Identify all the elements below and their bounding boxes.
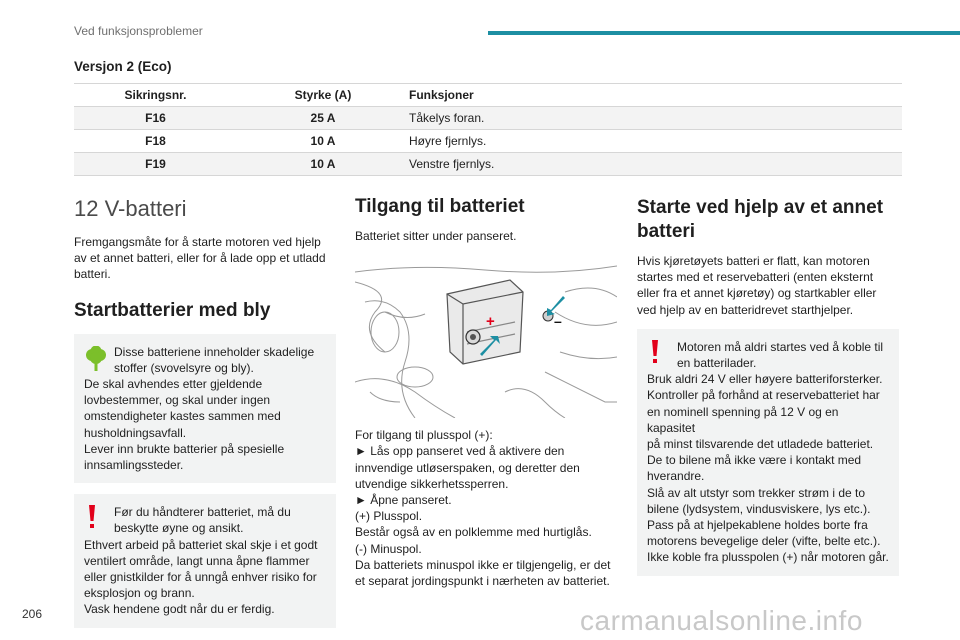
warning-line: eksplosjon og brann.: [84, 586, 195, 601]
warning-icon: [651, 339, 659, 369]
column-battery-access: [355, 196, 617, 589]
engine-bay-illustration: [355, 252, 617, 418]
col-header-rating: Styrke (A): [237, 84, 409, 107]
column-battery: [74, 196, 336, 628]
warning-line: hverandre.: [647, 469, 705, 484]
warning-line: Slå av alt utstyr som trekker strøm i de to: [647, 485, 866, 500]
section-title: Startbatterier med bly: [74, 299, 271, 321]
section-title: Tilgang til batteriet: [355, 196, 525, 217]
plus-symbol: +: [486, 313, 495, 331]
access-instructions: [355, 427, 617, 589]
section-title: Starte ved hjelp av et annet batteri: [637, 197, 884, 242]
engine-bay-drawing: [355, 252, 617, 418]
watermark: carmanualsonline.info: [580, 605, 863, 636]
instruction-line: Består også av en polklemme med hurtiglås.: [355, 525, 592, 540]
minus-symbol: –: [554, 313, 562, 330]
intro-text: Batteriet sitter under panseret.: [355, 229, 517, 243]
warning-line: Ethvert arbeid på batteriet skal skje i et godt: [84, 537, 318, 552]
tree-icon: [85, 346, 107, 376]
table-cell: F19: [74, 153, 237, 176]
eco-note-line: stoffer (svovelsyre og bly).: [114, 360, 254, 375]
warning-box: [637, 329, 899, 576]
col-header-fuse: Sikringsnr.: [74, 84, 237, 107]
instruction-line: ► Lås opp panseret ved å aktivere den: [355, 444, 565, 459]
eco-note-line: omstendigheter kastes sammen med: [84, 409, 281, 424]
instruction-line: For tilgang til plusspol (+):: [355, 428, 493, 443]
table-cell: F16: [74, 107, 237, 130]
instruction-line: (-) Minuspol.: [355, 541, 422, 556]
table-cell: Høyre fjernlys.: [409, 130, 902, 153]
page-number: 206: [22, 607, 43, 621]
eco-note-box: [74, 334, 336, 484]
instruction-line: innvendige utløserspaken, og deretter den: [355, 460, 580, 475]
version-title: Versjon 2 (Eco): [74, 59, 172, 74]
warning-line: motorens bevegelige deler (vifte, belte etc.).: [647, 534, 881, 549]
table-cell: 10 A: [237, 153, 409, 176]
table-cell: F18: [74, 130, 237, 153]
warning-line: en nominell spenning på 12 V og en kapasitet: [647, 404, 839, 435]
table-header-row: [74, 84, 902, 107]
warning-box: [74, 494, 336, 627]
table-row: [74, 153, 902, 176]
col-header-functions: Funksjoner: [409, 84, 902, 107]
warning-line: Bruk aldri 24 V eller høyere batteriforsterker.: [647, 372, 883, 387]
page-section-title: 12 V-batteri: [74, 196, 187, 221]
warning-line: eller gnistkilder for å unngå enhver risiko for: [84, 570, 317, 585]
intro-text: Hvis kjøretøyets batteri er flatt, kan motoren startes med et reservebatteri (enten eksternt eller fra et annet kjøretøy) og startkabler eller ved hjelp av en batteridrevet starthjelper.: [637, 254, 877, 317]
warning-line: ventilert område, langt unna åpne flammer: [84, 553, 310, 568]
instruction-line: utvendige sikkerhetssperren.: [355, 476, 509, 491]
warning-line: Ikke koble fra plusspolen (+) når motoren går.: [647, 550, 889, 565]
header-accent-bar: [488, 31, 960, 35]
eco-note-line: Disse batteriene inneholder skadelige: [114, 344, 315, 359]
instruction-line: ► Åpne panseret.: [355, 493, 452, 508]
warning-line: på minst tilsvarende det utladede batteriet.: [647, 437, 874, 452]
eco-note-line: Lever inn brukte batterier på spesielle: [84, 441, 285, 456]
warning-line: Vask hendene godt når du er ferdig.: [84, 602, 275, 617]
eco-note-line: De skal avhendes etter gjeldende: [84, 377, 263, 392]
warning-line: Kontroller på forhånd at reservebatteriet har: [647, 388, 880, 403]
eco-note-line: lovbestemmer, og skal under ingen: [84, 393, 271, 408]
warning-line: en batterilader.: [677, 356, 757, 371]
table-cell: 25 A: [237, 107, 409, 130]
warning-line: De to bilene må ikke være i kontakt med: [647, 453, 862, 468]
running-head: Ved funksjonsproblemer: [74, 24, 203, 38]
intro-text: Fremgangsmåte for å starte motoren ved hjelp av et annet batteri, eller for å lade opp et utladd batteri.: [74, 235, 326, 282]
table-cell: Tåkelys foran.: [409, 107, 902, 130]
instruction-line: et separat jordingspunkt i nærheten av batteriet.: [355, 574, 610, 589]
eco-note-line: husholdningsavfall.: [84, 425, 187, 440]
warning-line: Før du håndterer batteriet, må du: [114, 505, 291, 520]
warning-line: beskytte øyne og ansikt.: [114, 521, 244, 536]
eco-note-line: innsamlingssteder.: [84, 458, 184, 473]
warning-line: Pass på at hjelpekablene holdes borte fra: [647, 518, 868, 533]
table-cell: 10 A: [237, 130, 409, 153]
table-row: [74, 107, 902, 130]
fuse-table: [74, 83, 902, 176]
warning-icon: [88, 504, 96, 534]
warning-line: bilene (lydsystem, vindusviskere, lys etc.).: [647, 501, 871, 516]
instruction-line: Da batteriets minuspol ikke er tilgjengelig, er det: [355, 557, 611, 572]
table-row: [74, 130, 902, 153]
table-cell: Venstre fjernlys.: [409, 153, 902, 176]
column-jump-start: [637, 196, 899, 576]
instruction-line: (+) Plusspol.: [355, 509, 423, 524]
warning-line: Motoren må aldri startes ved å koble til: [677, 339, 884, 354]
